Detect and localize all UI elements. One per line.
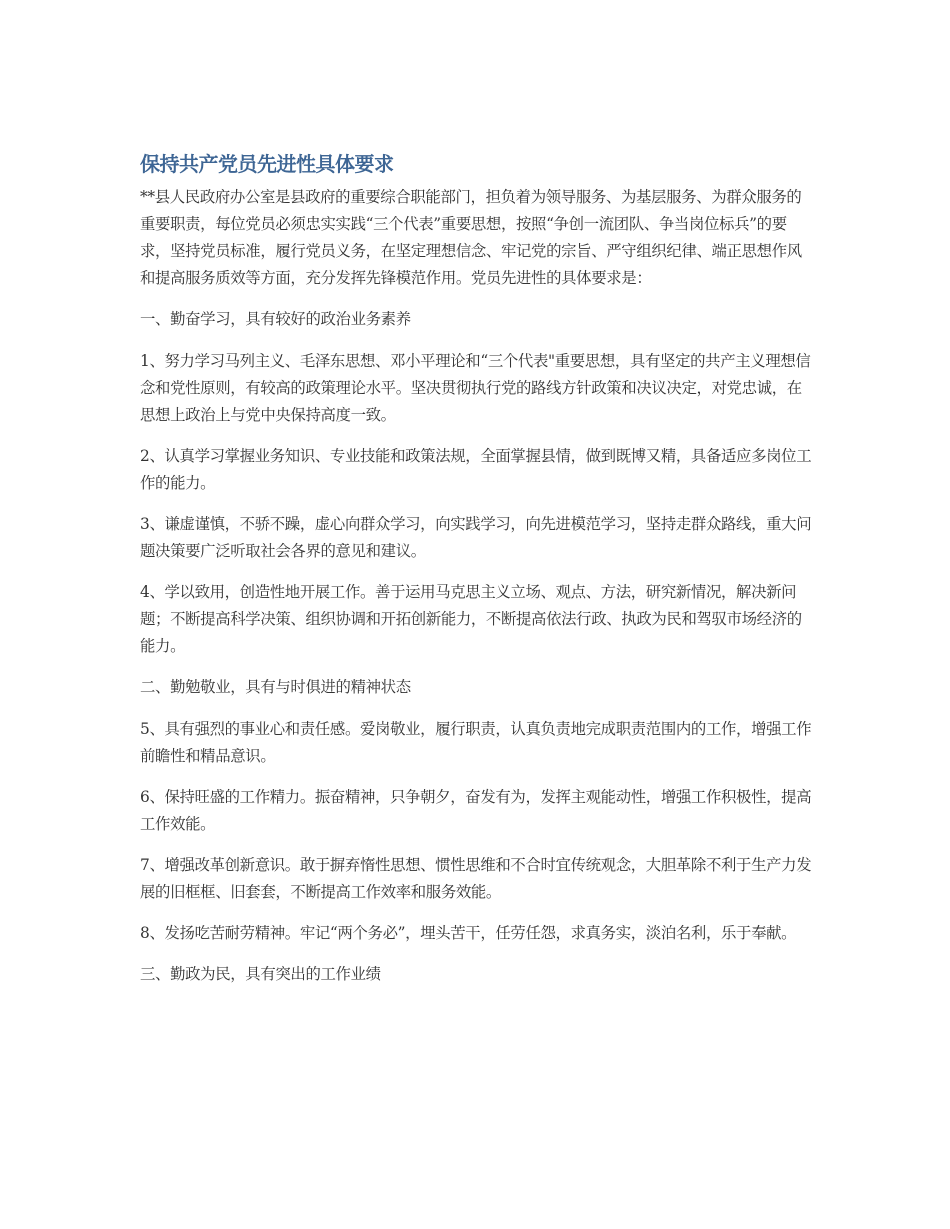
section-heading-2: 二、勤勉敬业，具有与时俱进的精神状态 <box>140 678 411 696</box>
item-5: 5、具有强烈的事业心和责任感。爱岗敬业，履行职责，认真负责地完成职责范围内的工作，增强工作前瞻性和精品意识。 <box>140 720 812 765</box>
section-heading-3: 三、勤政为民，具有突出的工作业绩 <box>140 965 381 983</box>
item-1: 1、努力学习马列主义、毛泽东思想、邓小平理论和“三个代表"重要思想，具有坚定的共产主义理想信念和党性原则，有较高的政策理论水平。坚决贯彻执行党的路线方针政策和决议决定，对党忠诚，在思想上政治上与党中央保持高度一致。 <box>140 352 811 424</box>
item-3: 3、谦虚谨慎，不骄不躁，虚心向群众学习，向实践学习，向先进模范学习，坚持走群众路线，重大问题决策要广泛听取社会各界的意见和建议。 <box>140 515 812 560</box>
section-heading-1: 一、勤奋学习，具有较好的政治业务素养 <box>140 310 411 328</box>
document-page <box>140 148 812 1003</box>
item-2: 2、认真学习掌握业务知识、专业技能和政策法规，全面掌握县情，做到既博又精，具备适应多岗位工作的能力。 <box>140 447 812 492</box>
intro-paragraph: **县人民政府办公室是县政府的重要综合职能部门，担负着为领导服务、为基层服务、为群众服务的重要职责，每位党员必须忠实实践“三个代表”重要思想，按照“争创一流团队、争当岗位标兵”的要求，坚持党员标准，履行党员义务，在坚定理想信念、牢记党的宗旨、严守组织纪律、端正思想作风和提高服务质效等方面，充分发挥先锋模范作用。党员先进性的具体要求是： <box>140 188 802 287</box>
item-8: 8、发扬吃苦耐劳精神。牢记“两个务必”，埋头苦干，任劳任怨，求真务实，淡泊名利，乐于奉献。 <box>140 924 797 942</box>
item-4: 4、学以致用，创造性地开展工作。善于运用马克思主义立场、观点、方法，研究新情况，解决新问题；不断提高科学决策、组织协调和开拓创新能力，不断提高依法行政、执政为民和驾驭市场经济的能力。 <box>140 583 802 655</box>
item-7: 7、增强改革创新意识。敢于摒弃惰性思想、惯性思维和不合时宜传统观念，大胆革除不利于生产力发展的旧框框、旧套套，不断提高工作效率和服务效能。 <box>140 856 812 901</box>
document-title: 保持共产党员先进性具体要求 <box>140 152 394 176</box>
item-6: 6、保持旺盛的工作精力。振奋精神，只争朝夕，奋发有为，发挥主观能动性，增强工作积极性，提高工作效能。 <box>140 788 812 833</box>
